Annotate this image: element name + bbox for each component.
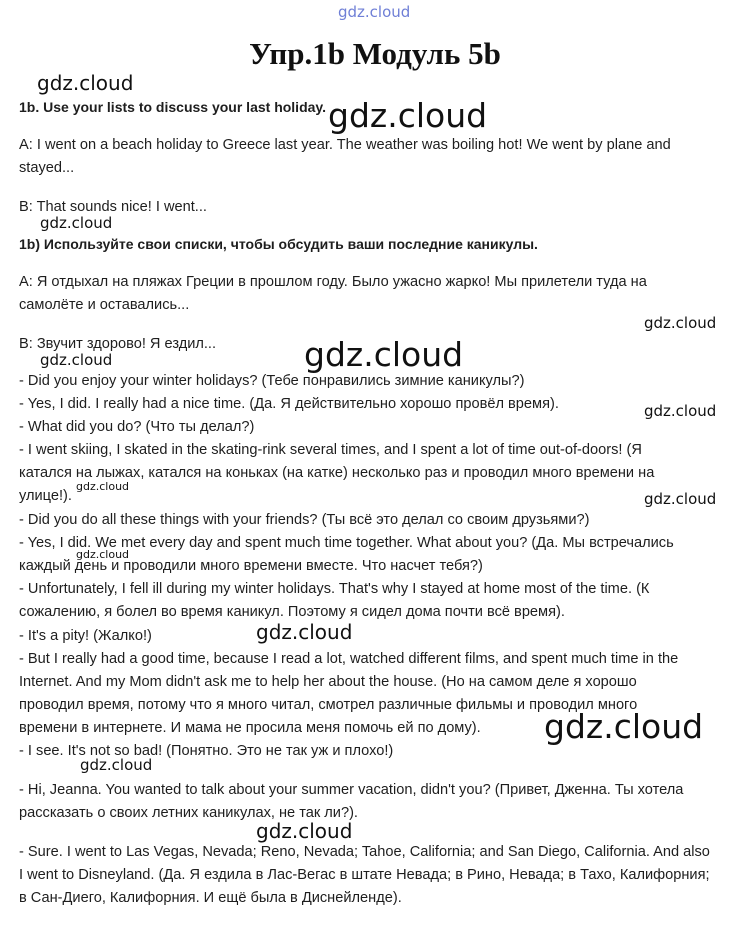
- watermark: gdz.cloud: [328, 96, 488, 135]
- text-line: рассказать о своих летних каникулах, не так ли?).: [19, 805, 358, 821]
- text-line: - Yes, I did. I really had a nice time. (Да. Я действительно хорошо провёл время).: [19, 396, 559, 412]
- text-line: A: I went on a beach holiday to Greece last year. The weather was boiling hot! We went by plane and: [19, 137, 671, 153]
- watermark: gdz.cloud: [40, 351, 113, 369]
- text-line: времени в интернете. И мама не просила меня помочь ей по дому).: [19, 720, 481, 736]
- text-line: - It's a pity! (Жалко!): [19, 628, 152, 644]
- watermark: gdz.cloud: [40, 214, 113, 232]
- text-line: A: Я отдыхал на пляжах Греции в прошлом году. Было ужасно жарко! Мы прилетели туда на: [19, 274, 647, 290]
- task-heading-en: 1b. Use your lists to discuss your last holiday.: [19, 99, 327, 115]
- watermark: gdz.cloud: [76, 548, 130, 561]
- text-line: сожалению, я болел во время каникул. Поэтому я сидел дома почти всё время).: [19, 604, 565, 620]
- text-line: проводил время, потому что я много читал, смотрел различные фильмы и проводил много: [19, 697, 638, 713]
- watermark: gdz.cloud: [76, 480, 130, 493]
- watermark: gdz.cloud: [644, 314, 717, 332]
- watermark: gdz.cloud: [256, 620, 353, 644]
- text-line: B: Звучит здорово! Я ездил...: [19, 336, 217, 352]
- watermark: gdz.cloud: [338, 3, 411, 21]
- text-line: - But I really had a good time, because I read a lot, watched different films, and spent much time in the: [19, 651, 679, 667]
- watermark: gdz.cloud: [544, 707, 704, 746]
- text-line: B: That sounds nice! I went...: [19, 199, 207, 215]
- text-line: I went to Disneyland. (Да. Я ездила в Лас-Вегас в штате Невада; в Рино, Невада; в Тахо, Калифорния;: [19, 867, 710, 883]
- text-line: stayed...: [19, 160, 75, 176]
- watermark: gdz.cloud: [80, 756, 153, 774]
- text-line: - Did you do all these things with your friends? (Ты всё это делал со своим друзьями?): [19, 512, 590, 528]
- watermark: gdz.cloud: [256, 819, 353, 843]
- text-line: в Сан-Диего, Калифорния. И ещё была в Диснейленде).: [19, 890, 402, 906]
- text-line: - Did you enjoy your winter holidays? (Тебе понравились зимние каникулы?): [19, 373, 525, 389]
- text-line: самолёте и оставались...: [19, 297, 190, 313]
- text-line: каждый день и проводили много времени вместе. Что насчет тебя?): [19, 558, 483, 574]
- task-heading-ru: 1b) Используйте свои списки, чтобы обсудить ваши последние каникулы.: [19, 236, 538, 252]
- watermark: gdz.cloud: [37, 71, 134, 95]
- text-line: катался на лыжах, катался на коньках (на катке) несколько раз и проводил много времени на: [19, 465, 655, 481]
- watermark: gdz.cloud: [304, 335, 464, 374]
- text-line: - What did you do? (Что ты делал?): [19, 419, 255, 435]
- text-line: - Unfortunately, I fell ill during my winter holidays. That's why I stayed at home most of the time. (К: [19, 581, 650, 597]
- watermark: gdz.cloud: [644, 402, 717, 420]
- text-line: - I see. It's not so bad! (Понятно. Это не так уж и плохо!): [19, 743, 394, 759]
- text-line: - Yes, I did. We met every day and spent much time together. What about you? (Да. Мы встречались: [19, 535, 674, 551]
- text-line: - Hi, Jeanna. You wanted to talk about your summer vacation, didn't you? (Привет, Дженна. Ты хотела: [19, 782, 684, 798]
- text-line: - I went skiing, I skated in the skating-rink several times, and I spent a lot of time out-of-doors! (Я: [19, 442, 642, 458]
- text-line: Internet. And my Mom didn't ask me to help her about the house. (Но на самом деле я хорошо: [19, 674, 637, 690]
- text-line: - Sure. I went to Las Vegas, Nevada; Reno, Nevada; Tahoe, California; and San Diego, California. And also: [19, 844, 710, 860]
- watermark: gdz.cloud: [644, 490, 717, 508]
- text-line: улице!).: [19, 488, 72, 504]
- page-title: Упр.1b Модуль 5b: [249, 36, 501, 71]
